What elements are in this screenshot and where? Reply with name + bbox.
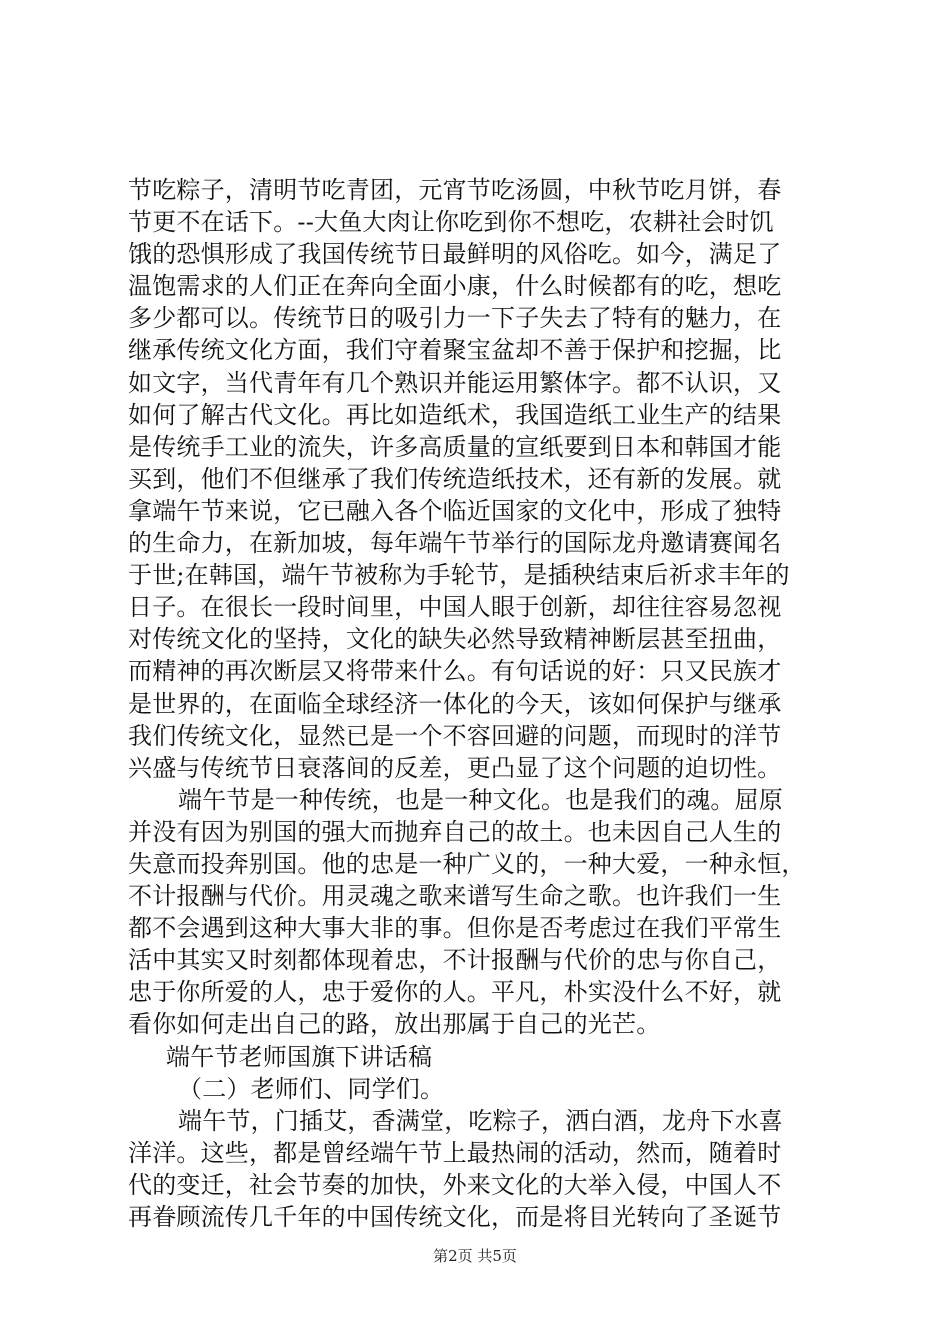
text-line: 洋洋。这些，都是曾经端午节上最热闹的活动，然而，随着时 xyxy=(128,1138,782,1167)
text-line: 于世;在韩国，端午节被称为手轮节，是插秧结束后祈求丰年的 xyxy=(128,561,790,590)
text-line: 温饱需求的人们正在奔向全面小康，什么时候都有的吃，想吃 xyxy=(128,272,782,301)
text-line: 是世界的，在面临全球经济一体化的今天，该如何保护与继承 xyxy=(128,689,782,718)
text-line: 是传统手工业的流失，许多高质量的宣纸要到日本和韩国才能 xyxy=(128,432,782,461)
paragraph-start-line: 端午节，门插艾，香满堂，吃粽子，洒白酒，龙舟下水喜 xyxy=(178,1106,783,1135)
text-line: 失意而投奔别国。他的忠是一种广义的，一种大爱，一种永恒， xyxy=(128,849,806,878)
text-line: 而精神的再次断层又将带来什么。有句话说的好：只又民族才 xyxy=(128,657,782,686)
text-line: 如何了解古代文化。再比如造纸术，我国造纸工业生产的结果 xyxy=(128,400,782,429)
text-line: 的生命力，在新加坡，每年端午节举行的国际龙舟邀请赛闻名 xyxy=(128,529,782,558)
text-line: 买到，他们不但继承了我们传统造纸技术，还有新的发展。就 xyxy=(128,464,782,493)
text-line: 节吃粽子，清明节吃青团，元宵节吃汤圆，中秋节吃月饼，春 xyxy=(128,176,782,204)
section-heading: 端午节老师国旗下讲话稿 xyxy=(166,1042,433,1071)
paragraph-start-line: 端午节是一种传统，也是一种文化。也是我们的魂。屈原 xyxy=(178,785,783,814)
text-line: 对传统文化的坚持，文化的缺失必然导致精神断层甚至扭曲， xyxy=(128,625,782,654)
text-line: 看你如何走出自己的路，放出那属于自己的光芒。 xyxy=(128,1010,661,1039)
text-line: 我们传统文化，显然已是一个不容回避的问题，而现时的洋节 xyxy=(128,721,782,750)
text-line: 兴盛与传统节日衰落间的反差，更凸显了这个问题的迫切性。 xyxy=(128,753,782,782)
text-line: 多少都可以。传统节日的吸引力一下子失去了特有的魅力，在 xyxy=(128,304,782,333)
text-line: 继承传统文化方面，我们守着聚宝盆却不善于保护和挖掘，比 xyxy=(128,336,782,365)
text-line: 活中其实又时刻都体现着忠，不计报酬与代价的忠与你自己， xyxy=(128,946,782,975)
text-line: 如文字，当代青年有几个熟识并能运用繁体字。都不认识，又 xyxy=(128,368,782,397)
text-line: 节更不在话下。--大鱼大肉让你吃到你不想吃，农耕社会时饥 xyxy=(128,208,774,237)
text-line: 拿端午节来说，它已融入各个临近国家的文化中，形成了独特 xyxy=(128,496,782,525)
text-line: 都不会遇到这种大事大非的事。但你是否考虑过在我们平常生 xyxy=(128,914,782,943)
text-line: 再眷顾流传几千年的中国传统文化，而是将目光转向了圣诞节 xyxy=(128,1203,782,1231)
text-line: 日子。在很长一段时间里，中国人眼于创新，却往往容易忽视 xyxy=(128,593,782,622)
text-line: 不计报酬与代价。用灵魂之歌来谱写生命之歌。也许我们一生 xyxy=(128,882,782,911)
page-number-footer: 第2页 共5页 xyxy=(433,1247,517,1265)
salutation-line: （二）老师们、同学们。 xyxy=(178,1074,445,1103)
text-line: 并没有因为别国的强大而抛弃自己的故土。也未因自己人生的 xyxy=(128,817,782,846)
text-line: 代的变迁，社会节奏的加快，外来文化的大举入侵，中国人不 xyxy=(128,1170,782,1199)
text-line: 忠于你所爱的人，忠于爱你的人。平凡，朴实没什么不好，就 xyxy=(128,978,782,1007)
text-line: 饿的恐惧形成了我国传统节日最鲜明的风俗吃。如今，满足了 xyxy=(128,240,782,269)
document-body xyxy=(128,174,848,1233)
